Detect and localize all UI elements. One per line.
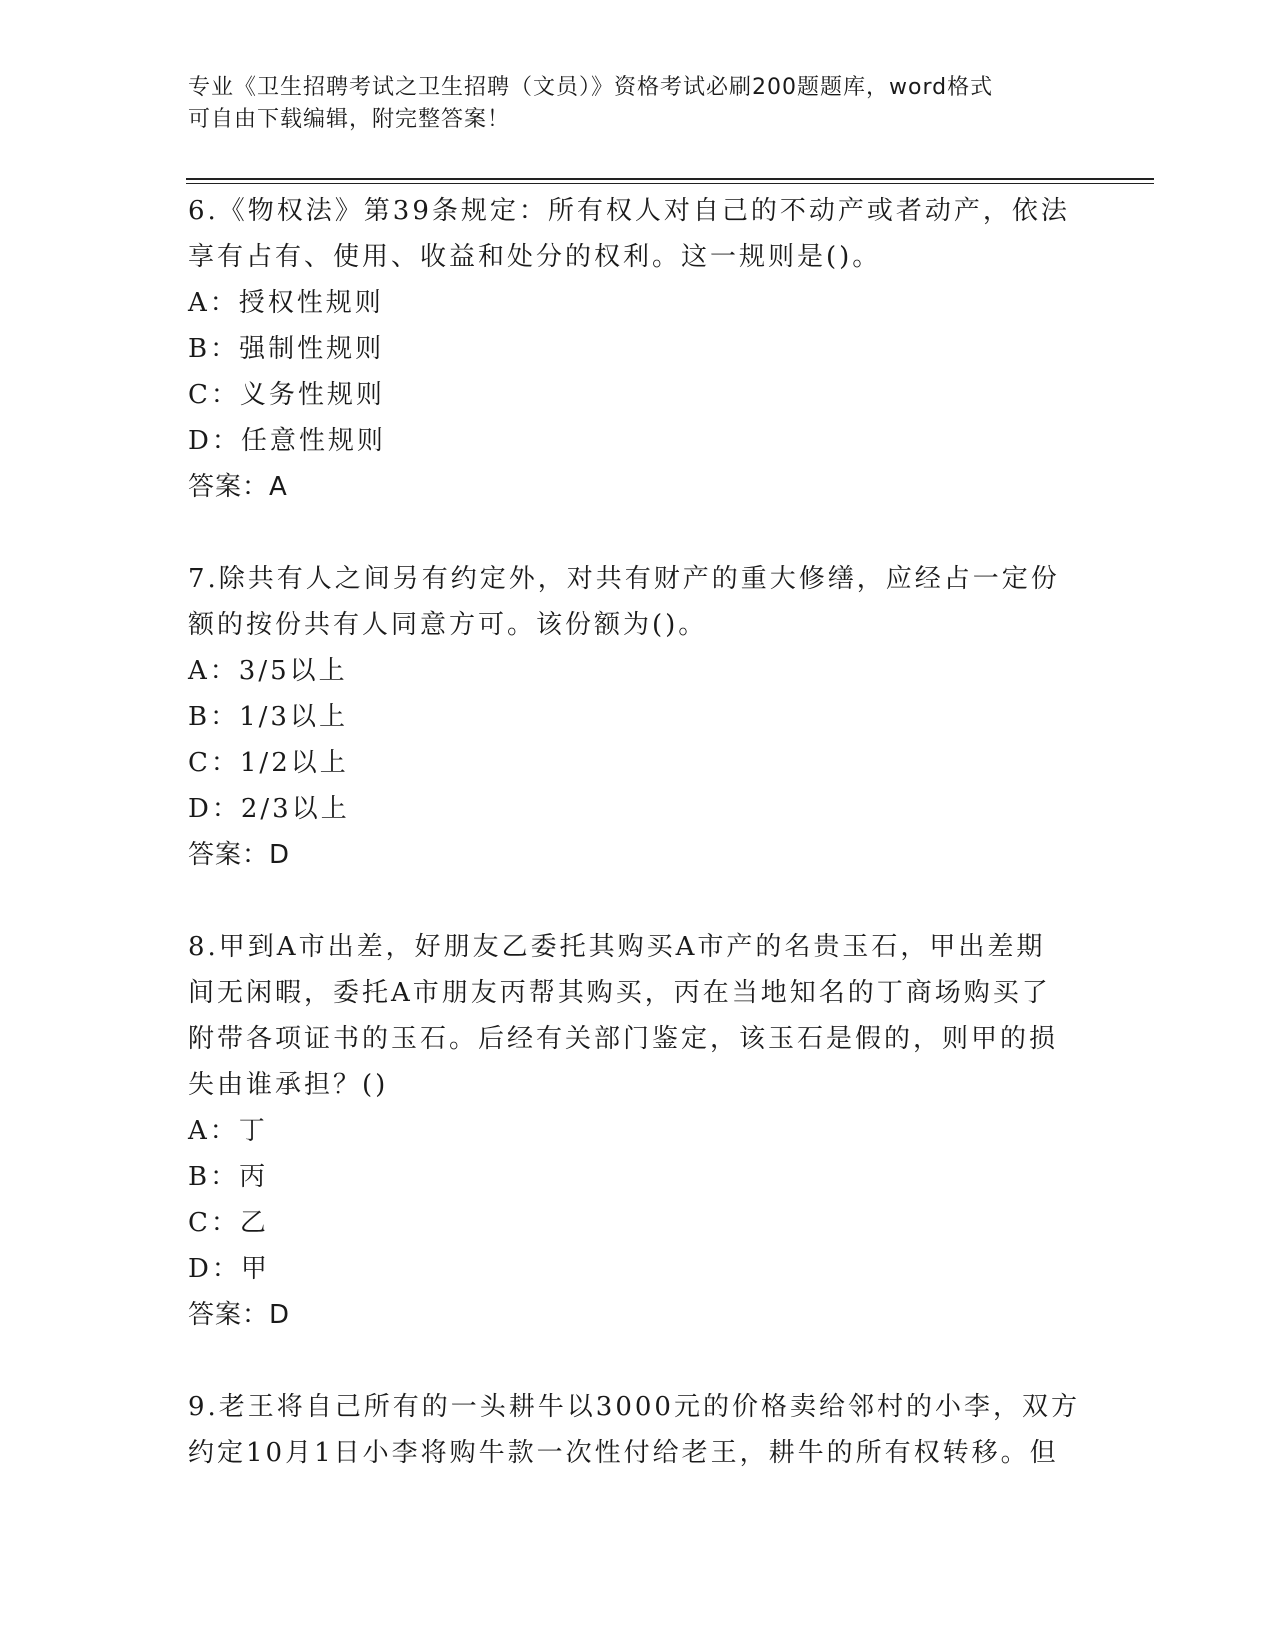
question-stem-line: 失由谁承担？(): [188, 1070, 389, 1100]
header-line-2: 可自由下载编辑，附完整答案！: [188, 107, 511, 132]
option-d: D：2/3以上: [188, 794, 350, 824]
question-stem-line: 享有占有、使用、收益和处分的权利。这一规则是()。: [188, 242, 882, 272]
option-a: A：3/5以上: [188, 656, 348, 686]
question-stem-line: 约定10月1日小李将购牛款一次性付给老王，耕牛的所有权转移。但: [188, 1438, 1059, 1468]
question-9: [188, 1384, 1088, 1476]
question-stem-line: 6.《物权法》第39条规定：所有权人对自己的不动产或者动产，依法: [188, 196, 1070, 226]
answer-line: 答案：D: [188, 840, 291, 870]
question-8: [188, 924, 1088, 1338]
question-list: [188, 188, 1088, 1522]
answer-line: 答案：D: [188, 1300, 291, 1330]
question-stem-line: 8.甲到A市出差，好朋友乙委托其购买A市产的名贵玉石，甲出差期: [188, 932, 1046, 962]
question-7: [188, 556, 1088, 878]
header-divider-thin: [186, 183, 1154, 184]
question-stem-line: 附带各项证书的玉石。后经有关部门鉴定，该玉石是假的，则甲的损: [188, 1024, 1059, 1054]
question-stem-line: 额的按份共有人同意方可。该份额为()。: [188, 610, 708, 640]
question-stem-line: 间无闲暇，委托A市朋友丙帮其购买，丙在当地知名的丁商场购买了: [188, 978, 1051, 1008]
option-b: B：1/3以上: [188, 702, 348, 732]
question-stem-line: 7.除共有人之间另有约定外，对共有财产的重大修缮，应经占一定份: [188, 564, 1060, 594]
option-a: A：丁: [188, 1116, 268, 1146]
document-header: [188, 72, 1088, 136]
header-line-1: 专业《卫生招聘考试之卫生招聘（文员）》资格考试必刷200题题库，word格式: [188, 75, 994, 100]
question-6: [188, 188, 1088, 510]
option-d: D：任意性规则: [188, 426, 386, 456]
option-c: C：义务性规则: [188, 380, 385, 410]
option-d: D：甲: [188, 1254, 270, 1284]
header-divider-thick: [186, 178, 1154, 180]
option-a: A：授权性规则: [188, 288, 384, 318]
question-stem-line: 9.老王将自己所有的一头耕牛以3000元的价格卖给邻村的小李，双方: [188, 1392, 1080, 1422]
option-b: B：强制性规则: [188, 334, 385, 364]
option-b: B：丙: [188, 1162, 269, 1192]
option-c: C：1/2以上: [188, 748, 349, 778]
answer-line: 答案：A: [188, 472, 288, 502]
option-c: C：乙: [188, 1208, 269, 1238]
